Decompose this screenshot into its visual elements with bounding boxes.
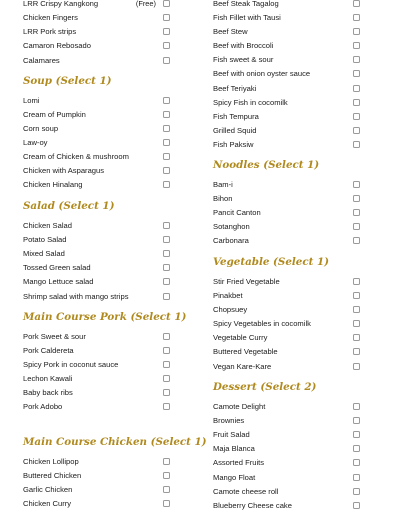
menu-item-pork-sweet-and-sour[interactable] [23, 330, 173, 344]
menu-item-label: Assorted Fruits [213, 458, 265, 467]
menu-item-label: Beef Teriyaki [213, 84, 257, 93]
checkbox[interactable] [353, 56, 360, 63]
checkbox[interactable] [163, 97, 170, 104]
checkbox[interactable] [163, 293, 170, 300]
menu-item-label: Beef with Broccoli [213, 41, 274, 50]
menu-item-label: Carbonara [213, 236, 249, 245]
menu-item-label: Fruit Salad [213, 430, 250, 439]
menu-item-label: Fish Tempura [213, 112, 259, 121]
menu-item-chicken-fingers[interactable] [23, 11, 173, 25]
menu-item-label: Fish sweet & sour [213, 55, 274, 64]
checkbox[interactable] [353, 28, 360, 35]
checkbox[interactable] [163, 361, 170, 368]
menu-item-pinakbet[interactable] [213, 289, 363, 303]
menu-item-label: Garlic Chicken [23, 485, 73, 494]
menu-item-label: Spicy Pork in coconut sauce [23, 360, 119, 369]
menu-item-beef-teriyaki[interactable] [213, 82, 363, 96]
menu-item-beef-stew[interactable] [213, 25, 363, 39]
menu-item-label: Lechon Kawali [23, 374, 73, 383]
checkbox[interactable] [353, 85, 360, 92]
section-heading-soup-select-1: Soup (Select 1) [23, 75, 112, 87]
menu-item-calamares[interactable] [23, 54, 173, 68]
checkbox[interactable] [163, 278, 170, 285]
menu-item-vegetable-curry[interactable] [213, 331, 363, 345]
section-heading-main-course-pork-select-1: Main Course Pork (Select 1) [23, 311, 187, 323]
menu-item-chopsuey[interactable] [213, 303, 363, 317]
menu-item-fish-fillet-with-tausi[interactable] [213, 11, 363, 25]
menu-item-label: Grilled Squid [213, 126, 257, 135]
menu-item-label: Fish Paksiw [213, 140, 254, 149]
menu-item-label: Buttered Chicken [23, 471, 82, 480]
menu-item-label: Chopsuey [213, 305, 248, 314]
menu-item-chicken-curry[interactable] [23, 497, 173, 511]
menu-item-label: Bihon [213, 194, 233, 203]
menu-item-pancit-canton[interactable] [213, 206, 363, 220]
checkbox[interactable] [353, 14, 360, 21]
menu-item-chicken-lollipop[interactable] [23, 455, 173, 469]
menu-item-label: Camote Delight [213, 402, 266, 411]
checkbox[interactable] [353, 502, 360, 509]
checkbox[interactable] [163, 167, 170, 174]
checkbox[interactable] [163, 236, 170, 243]
menu-item-label: Spicy Vegetables in cocomilk [213, 319, 311, 328]
menu-item-chicken-with-asparagus[interactable] [23, 164, 173, 178]
checkbox[interactable] [353, 431, 360, 438]
menu-item-cream-of-chicken-and-mushroom[interactable] [23, 150, 173, 164]
menu-item-label: Chicken Fingers [23, 13, 78, 22]
checkbox[interactable] [353, 417, 360, 424]
checkbox[interactable] [163, 42, 170, 49]
checkbox[interactable] [353, 363, 360, 370]
menu-item-label: Camaron Rebosado [23, 41, 91, 50]
checkbox[interactable] [353, 195, 360, 202]
menu-item-shrimp-salad-with-mango-strips[interactable] [23, 290, 173, 304]
menu-item-mango-float[interactable] [213, 471, 363, 485]
checkbox[interactable] [353, 237, 360, 244]
menu-item-label: Chicken Hinalang [23, 180, 83, 189]
menu-item-camote-cheese-roll[interactable] [213, 485, 363, 499]
menu-item-label: Baby back ribs [23, 388, 73, 397]
menu-item-label: Bam-i [213, 180, 233, 189]
menu-item-chicken-hinalang[interactable] [23, 178, 173, 192]
menu-item-bam-i[interactable] [213, 178, 363, 192]
menu-item-beef-with-onion-oyster-sauce[interactable] [213, 67, 363, 81]
menu-item-pork-caldereta[interactable] [23, 344, 173, 358]
menu-item-label: Beef Steak Tagalog [213, 0, 279, 8]
menu-item-label: Chicken with Asparagus [23, 166, 105, 175]
menu-item-beef-with-broccoli[interactable] [213, 39, 363, 53]
checkbox[interactable] [163, 389, 170, 396]
menu-item-label: Mango Float [213, 473, 256, 482]
menu-item-spicy-pork-in-coconut-sauce[interactable] [23, 358, 173, 372]
checkbox[interactable] [353, 348, 360, 355]
menu-item-label: Beef Stew [213, 27, 248, 36]
menu-item-label: Cream of Chicken & mushroom [23, 152, 129, 161]
checkbox[interactable] [353, 292, 360, 299]
menu-item-assorted-fruits[interactable] [213, 456, 363, 470]
menu-item-label: Pork Sweet & sour [23, 332, 86, 341]
checkbox[interactable] [163, 28, 170, 35]
menu-item-lechon-kawali[interactable] [23, 372, 173, 386]
checkbox[interactable] [163, 472, 170, 479]
checkbox[interactable] [353, 99, 360, 106]
menu-item-mango-lettuce-salad[interactable] [23, 275, 173, 289]
checkbox[interactable] [163, 111, 170, 118]
menu-item-label: Stir Fried Vegetable [213, 277, 280, 286]
checkbox[interactable] [353, 306, 360, 313]
menu-item-label: Cream of Pumpkin [23, 110, 86, 119]
menu-item-label: Mango Lettuce salad [23, 277, 94, 286]
menu-item-label: Corn soup [23, 124, 59, 133]
checkbox[interactable] [163, 0, 170, 7]
checkbox[interactable] [353, 278, 360, 285]
section-heading-main-course-chicken-select-1: Main Course Chicken (Select 1) [23, 436, 207, 448]
checkbox[interactable] [353, 488, 360, 495]
menu-item-label: Pinakbet [213, 291, 243, 300]
checkbox[interactable] [353, 42, 360, 49]
checkbox[interactable] [163, 264, 170, 271]
menu-item-fish-sweet-and-sour[interactable] [213, 53, 363, 67]
menu-item-tossed-green-salad[interactable] [23, 261, 173, 275]
menu-item-label: Sotanghon [213, 222, 250, 231]
checkbox[interactable] [163, 458, 170, 465]
menu-item-fish-tempura[interactable] [213, 110, 363, 124]
checkbox[interactable] [163, 403, 170, 410]
menu-item-camaron-rebosado[interactable] [23, 39, 173, 53]
checkbox[interactable] [163, 486, 170, 493]
menu-item-garlic-chicken[interactable] [23, 483, 173, 497]
menu-item-label: Chicken Lollipop [23, 457, 79, 466]
menu-item-spicy-vegetables-in-cocomilk[interactable] [213, 317, 363, 331]
checkbox[interactable] [353, 181, 360, 188]
menu-item-label: Fish Fillet with Tausi [213, 13, 281, 22]
menu-item-label: Maja Blanca [213, 444, 255, 453]
menu-item-label: Vegan Kare-Kare [213, 362, 272, 371]
menu-item-label: Pork Caldereta [23, 346, 74, 355]
checkbox[interactable] [353, 127, 360, 134]
menu-item-label: LRR Crispy Kangkong [23, 0, 99, 8]
checkbox[interactable] [163, 181, 170, 188]
checkbox[interactable] [163, 375, 170, 382]
checkbox[interactable] [353, 403, 360, 410]
checkbox[interactable] [353, 141, 360, 148]
menu-item-label: Tossed Green salad [23, 263, 91, 272]
checkbox[interactable] [353, 474, 360, 481]
checkbox[interactable] [353, 223, 360, 230]
checkbox[interactable] [353, 334, 360, 341]
menu-item-law-oy[interactable] [23, 136, 173, 150]
section-heading-noodles-select-1: Noodles (Select 1) [213, 159, 320, 171]
checkbox[interactable] [163, 500, 170, 507]
menu-item-chicken-salad[interactable] [23, 219, 173, 233]
checkbox[interactable] [163, 333, 170, 340]
checkbox[interactable] [163, 14, 170, 21]
menu-item-label: Shrimp salad with mango strips [23, 292, 129, 301]
menu-item-label: LRR Pork strips [23, 27, 77, 36]
menu-item-blueberry-cheese-cake[interactable] [213, 499, 363, 513]
menu-item-brownies[interactable] [213, 414, 363, 428]
menu-item-label: Pork Adobo [23, 402, 63, 411]
menu-item-label: Chicken Salad [23, 221, 72, 230]
section-heading-dessert-select-2: Dessert (Select 2) [213, 381, 317, 393]
menu-item-grilled-squid[interactable] [213, 124, 363, 138]
menu-item-baby-back-ribs[interactable] [23, 386, 173, 400]
checkbox[interactable] [353, 445, 360, 452]
menu-item-label: Blueberry Cheese cake [213, 501, 292, 510]
menu-item-beef-steak-tagalog[interactable] [213, 0, 363, 11]
checkbox[interactable] [163, 347, 170, 354]
menu-item-label: Chicken Curry [23, 499, 72, 508]
menu-item-lomi[interactable] [23, 94, 173, 108]
menu-item-vegan-kare-kare[interactable] [213, 360, 363, 374]
menu-item-carbonara[interactable] [213, 234, 363, 248]
menu-item-sotanghon[interactable] [213, 220, 363, 234]
section-heading-vegetable-select-1: Vegetable (Select 1) [213, 256, 329, 268]
menu-item-pork-adobo[interactable] [23, 400, 173, 414]
checkbox[interactable] [353, 459, 360, 466]
menu-item-label: Spicy Fish in cocomilk [213, 98, 288, 107]
menu-item-bihon[interactable] [213, 192, 363, 206]
checkbox[interactable] [353, 209, 360, 216]
menu-item-spicy-fish-in-cocomilk[interactable] [213, 96, 363, 110]
menu-item-fish-paksiw[interactable] [213, 138, 363, 152]
menu-item-label: Lomi [23, 96, 40, 105]
menu-item-cream-of-pumpkin[interactable] [23, 108, 173, 122]
checkbox[interactable] [353, 0, 360, 7]
checkbox[interactable] [353, 320, 360, 327]
menu-item-label: Buttered Vegetable [213, 347, 278, 356]
menu-item-lrr-crispy-kangkong[interactable] [23, 0, 173, 11]
menu-item-potato-salad[interactable] [23, 233, 173, 247]
menu-item-camote-delight[interactable] [213, 400, 363, 414]
checkbox[interactable] [163, 125, 170, 132]
section-heading-salad-select-1: Salad (Select 1) [23, 200, 115, 212]
menu-item-fruit-salad[interactable] [213, 428, 363, 442]
menu-item-corn-soup[interactable] [23, 122, 173, 136]
menu-item-stir-fried-vegetable[interactable] [213, 275, 363, 289]
free-note: (Free) [135, 0, 156, 8]
menu-item-label: Pancit Canton [213, 208, 261, 217]
checkbox[interactable] [163, 57, 170, 64]
checkbox[interactable] [353, 70, 360, 77]
menu-item-lrr-pork-strips[interactable] [23, 25, 173, 39]
menu-item-label: Camote cheese roll [213, 487, 279, 496]
menu-item-buttered-chicken[interactable] [23, 469, 173, 483]
menu-item-label: Mixed Salad [23, 249, 65, 258]
menu-item-mixed-salad[interactable] [23, 247, 173, 261]
checkbox[interactable] [163, 250, 170, 257]
checkbox[interactable] [163, 139, 170, 146]
menu-item-label: Law-oy [23, 138, 48, 147]
menu-item-label: Calamares [23, 56, 60, 65]
checkbox[interactable] [353, 113, 360, 120]
menu-item-label: Potato Salad [23, 235, 67, 244]
menu-item-label: Beef with onion oyster sauce [213, 69, 311, 78]
checkbox[interactable] [163, 222, 170, 229]
menu-item-buttered-vegetable[interactable] [213, 345, 363, 359]
menu-item-maja-blanca[interactable] [213, 442, 363, 456]
checkbox[interactable] [163, 153, 170, 160]
menu-item-label: Vegetable Curry [213, 333, 268, 342]
menu-item-label: Brownies [213, 416, 245, 425]
